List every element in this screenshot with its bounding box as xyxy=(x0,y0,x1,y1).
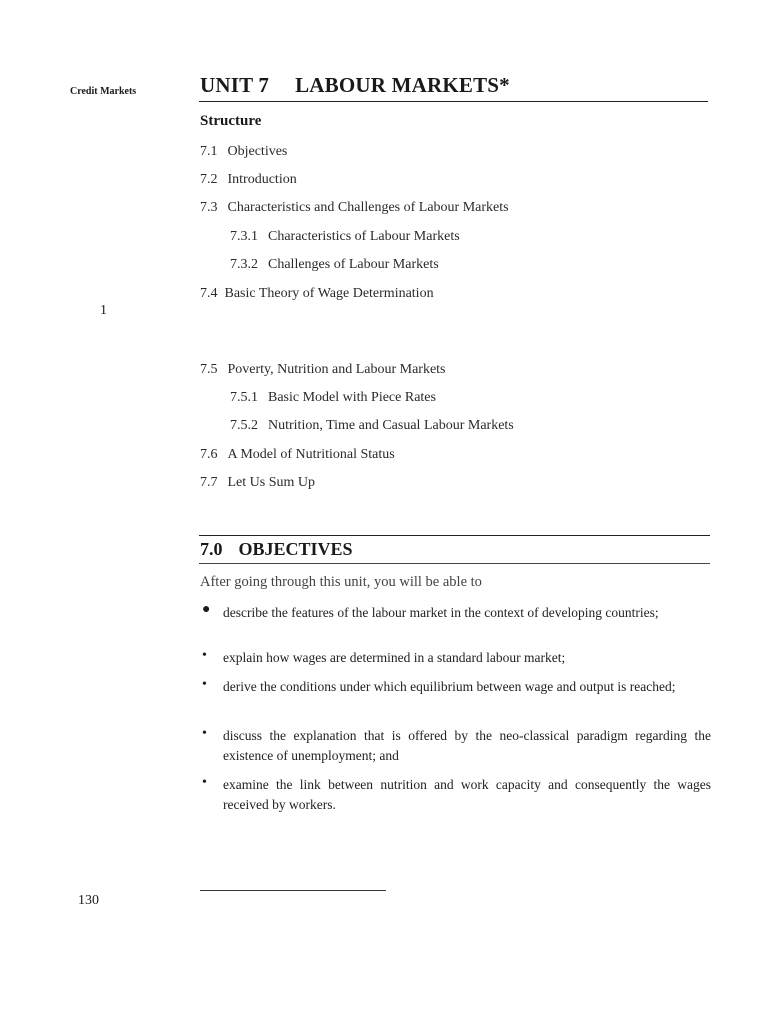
toc-item-number: 7.5.2 xyxy=(230,418,258,433)
toc-item-number: 7.6 xyxy=(200,447,218,462)
unit-title-rule xyxy=(199,101,708,102)
toc-item-text: Nutrition, Time and Casual Labour Markets xyxy=(268,418,514,433)
objective-item: examine the link between nutrition and work capacity and consequently the wages received by workers. xyxy=(223,777,711,812)
toc-item-text: Poverty, Nutrition and Labour Markets xyxy=(227,362,446,377)
toc-item-number: 7.5 xyxy=(200,362,218,377)
toc-subitem xyxy=(230,229,460,245)
toc-item-number: 7.1 xyxy=(200,144,218,159)
toc-item-number: 7.3.1 xyxy=(230,229,258,244)
toc-item-number: 7.5.1 xyxy=(230,390,258,405)
bullet-icon: • xyxy=(202,726,207,741)
toc-item-number: 7.3 xyxy=(200,200,218,215)
toc-item xyxy=(200,362,446,378)
toc-item-text: Let Us Sum Up xyxy=(227,475,315,490)
toc-subitem xyxy=(230,257,439,273)
toc-item xyxy=(200,172,297,188)
toc-item xyxy=(200,475,315,491)
bullet-icon: • xyxy=(202,677,207,692)
objectives-title: OBJECTIVES xyxy=(238,539,353,559)
unit-number: UNIT 7 xyxy=(200,73,270,97)
toc-item-text: Basic Model with Piece Rates xyxy=(268,390,436,405)
toc-item xyxy=(200,286,434,302)
toc-item-text: A Model of Nutritional Status xyxy=(227,447,395,462)
toc-item-text: Introduction xyxy=(227,172,297,187)
toc-item xyxy=(200,447,395,463)
toc-item-number: 7.7 xyxy=(200,475,218,490)
toc-item-number: 7.4 xyxy=(200,286,218,301)
toc-item-text: Basic Theory of Wage Determination xyxy=(224,286,434,301)
objectives-bottom-rule xyxy=(199,563,710,564)
toc-subitem xyxy=(230,418,514,434)
footnote-rule xyxy=(200,890,386,891)
toc-item xyxy=(200,200,509,216)
unit-title-text: LABOUR MARKETS* xyxy=(295,73,510,97)
objective-item: derive the conditions under which equilibrium between wage and output is reached; xyxy=(223,679,676,694)
bullet-icon: • xyxy=(202,775,207,790)
toc-item-text: Objectives xyxy=(227,144,288,159)
unit-title xyxy=(200,73,510,98)
toc-item-number: 7.3.2 xyxy=(230,257,258,272)
page-number: 130 xyxy=(78,893,99,908)
objectives-top-rule xyxy=(199,535,710,536)
objectives-heading xyxy=(200,539,353,560)
objectives-number: 7.0 xyxy=(200,539,223,559)
margin-number: 1 xyxy=(100,303,107,318)
structure-heading: Structure xyxy=(200,113,262,129)
toc-item-text: Characteristics of Labour Markets xyxy=(268,229,460,244)
toc-item-text: Characteristics and Challenges of Labour Markets xyxy=(227,200,509,215)
bullet-icon: ● xyxy=(202,602,211,617)
running-head: Credit Markets xyxy=(70,86,137,97)
bullet-icon: • xyxy=(202,648,207,663)
toc-item xyxy=(200,144,287,160)
toc-item-number: 7.2 xyxy=(200,172,218,187)
objective-item: explain how wages are determined in a standard labour market; xyxy=(223,650,566,665)
objective-item: describe the features of the labour market in the context of developing countries; xyxy=(223,605,659,620)
objective-item: discuss the explanation that is offered by the neo-classical paradigm regarding the existence of unemployment; and xyxy=(223,728,711,763)
toc-subitem xyxy=(230,390,436,406)
toc-item-text: Challenges of Labour Markets xyxy=(268,257,439,272)
objectives-intro: After going through this unit, you will be able to xyxy=(200,574,482,590)
